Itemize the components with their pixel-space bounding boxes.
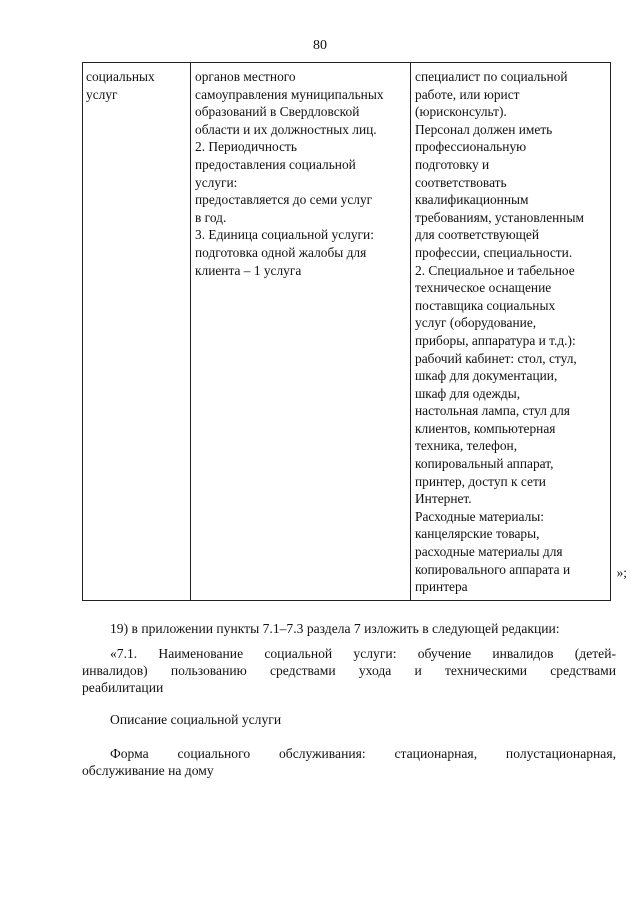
cell-line: поставщика социальных xyxy=(415,297,556,313)
cell-line: принтер, доступ к сети xyxy=(415,473,546,489)
cell-line: копировальный аппарат, xyxy=(415,456,554,472)
page-number: 80 xyxy=(313,38,327,53)
cell-line: клиента – 1 услуга xyxy=(195,262,302,278)
cell-line: (юрисконсульт). xyxy=(415,104,507,120)
cell-line: профессии, специальности. xyxy=(415,244,573,260)
paragraph-line: Форма социального обслуживания: стационарная, полустационарная, xyxy=(110,746,616,761)
table-row xyxy=(83,63,611,601)
paragraph-line: инвалидов) пользованию средствами ухода и техническими средствами xyxy=(82,663,616,678)
cell-line: Интернет. xyxy=(415,491,472,507)
cell-line: области и их должностных лиц. xyxy=(195,121,377,137)
cell-line: принтера xyxy=(415,579,468,595)
cell-line: органов местного xyxy=(195,69,296,84)
paragraph-line: «7.1. Наименование социальной услуги: обучение инвалидов (детей- xyxy=(110,646,616,661)
table-cell-service-description xyxy=(191,63,411,601)
cell-line: предоставляется до семи услуг xyxy=(195,192,373,208)
cell-line: расходные материалы для xyxy=(415,544,563,560)
cell-line: социальных xyxy=(86,69,155,84)
cell-line: подготовка одной жалобы для xyxy=(195,244,367,260)
cell-line: канцелярские товары, xyxy=(415,526,540,542)
cell-line: специалист по социальной xyxy=(415,69,568,84)
cell-line: шкаф для одежды, xyxy=(415,385,521,401)
paragraph-7-1 xyxy=(82,645,616,696)
paragraph-line: обслуживание на дому xyxy=(82,763,214,778)
cell-line: работе, или юрист xyxy=(415,86,520,102)
cell-line: Персонал должен иметь xyxy=(415,121,553,137)
cell-line: услуг xyxy=(86,86,118,102)
cell-line: подготовку и xyxy=(415,156,490,172)
amendment-paragraph-19: 19) в приложении пункты 7.1–7.3 раздела 7 изложить в следующей редакции: xyxy=(110,621,560,636)
cell-line: клиентов, компьютерная xyxy=(415,420,556,436)
cell-line: образований в Свердловской xyxy=(195,104,360,120)
table-cell-service-conditions xyxy=(411,63,627,601)
cell-line: техническое оснащение xyxy=(415,280,552,296)
cell-line: настольная лампа, стул для xyxy=(415,403,570,419)
cell-line: 2. Периодичность xyxy=(195,139,297,155)
cell-line: техника, телефон, xyxy=(415,438,518,454)
cell-line: профессиональную xyxy=(415,139,527,155)
cell-line: требованиям, установленным xyxy=(415,209,584,225)
cell-line: Расходные материалы: xyxy=(415,508,545,524)
cell-line: услуги: xyxy=(195,174,238,190)
paragraph-line: реабилитации xyxy=(82,680,164,695)
cell-line: в год. xyxy=(195,209,227,225)
cell-line: самоуправления муниципальных xyxy=(195,86,384,102)
cell-line: приборы, аппаратура и т.д.): xyxy=(415,332,576,348)
description-heading: Описание социальной услуги xyxy=(110,712,282,727)
services-table xyxy=(82,62,627,601)
cell-line: шкаф для документации, xyxy=(415,368,558,384)
service-form-paragraph xyxy=(82,745,616,779)
table-cell-service-name xyxy=(83,63,191,601)
cell-line: предоставления социальной xyxy=(195,156,356,172)
cell-line: соответствовать xyxy=(415,174,507,190)
cell-line: рабочий кабинет: стол, стул, xyxy=(415,350,577,366)
cell-line: квалификационным xyxy=(415,192,529,208)
cell-line: 3. Единица социальной услуги: xyxy=(195,227,374,243)
cell-line: услуг (оборудование, xyxy=(415,315,537,331)
closing-quote-mark: »; xyxy=(616,565,627,581)
cell-line: для соответствующей xyxy=(415,227,539,243)
cell-line: копировального аппарата и xyxy=(415,561,571,577)
cell-line: 2. Специальное и табельное xyxy=(415,262,575,278)
